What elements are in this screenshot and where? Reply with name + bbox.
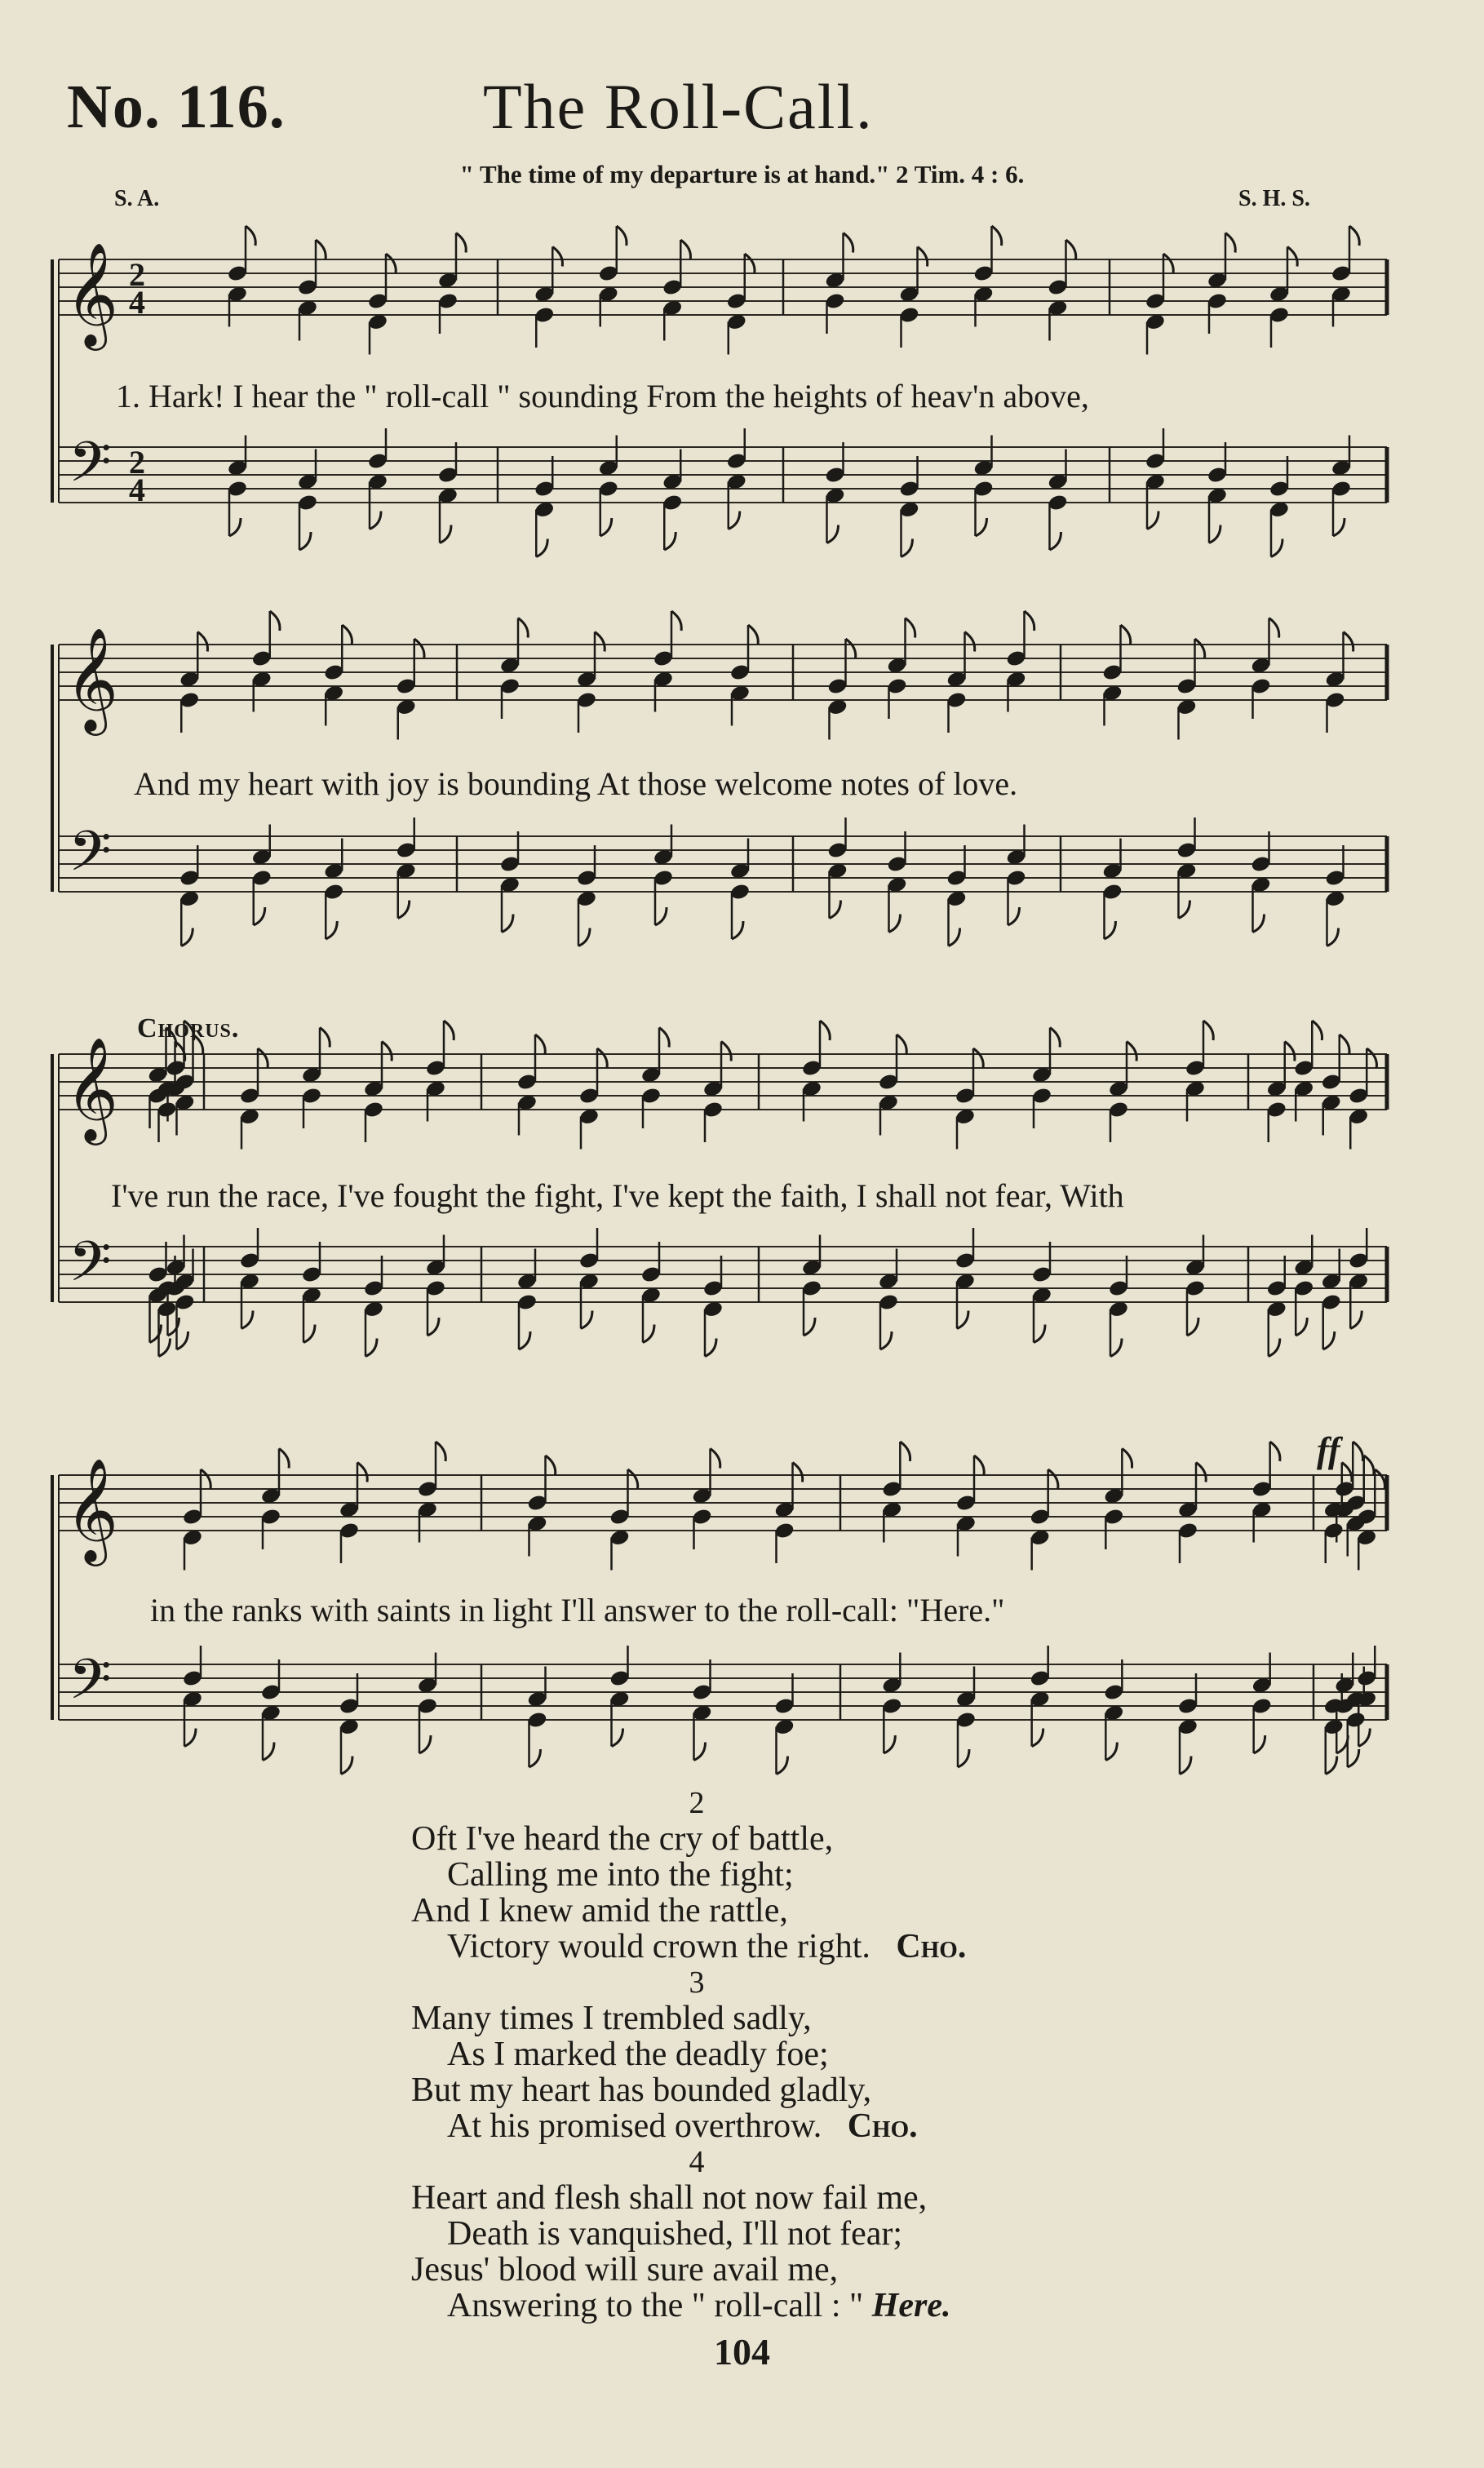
note-flag: [897, 1035, 906, 1054]
note-flag: [1353, 1442, 1362, 1461]
note-flag: [1296, 1318, 1307, 1336]
note-flag: [159, 1339, 171, 1357]
note-flag: [1254, 1735, 1265, 1753]
note-flag: [820, 1021, 830, 1040]
chorus-cue: Cho.: [896, 1928, 967, 1965]
note-flag: [246, 226, 255, 246]
note-flag: [1032, 1729, 1043, 1747]
note-flag: [414, 639, 424, 658]
note-flag: [546, 1456, 556, 1475]
note-flag: [906, 618, 915, 638]
note-flag: [341, 1757, 352, 1775]
verse-line: Many times I trembled sadly,: [411, 2000, 812, 2037]
note-flag: [793, 1463, 803, 1482]
note-flag: [721, 1042, 731, 1061]
note-flag: [1333, 518, 1344, 536]
note-flag: [643, 1325, 654, 1343]
note-flag: [1287, 247, 1297, 267]
note-flag: [1253, 915, 1265, 933]
note-flag: [197, 632, 207, 652]
note-flag: [536, 539, 547, 557]
note-flag: [659, 1028, 669, 1048]
note-flag: [1323, 1331, 1335, 1349]
note-flag: [1327, 928, 1339, 946]
time-signature-denominator: 4: [129, 472, 145, 508]
verse-4: [411, 2144, 1145, 2324]
note-flag: [1122, 1449, 1132, 1469]
verse-line: Calling me into the fight;: [447, 1856, 794, 1894]
note-flag: [299, 532, 311, 550]
note-flag: [1147, 512, 1158, 529]
note-flag: [705, 1339, 716, 1357]
note-flag: [177, 1331, 188, 1349]
note-flag: [365, 1339, 377, 1357]
note-flag: [900, 1442, 910, 1461]
verse-line: [411, 1929, 1145, 1965]
hymn-title: The Roll-Call.: [483, 71, 874, 142]
note-flag: [1105, 1743, 1117, 1761]
note-flag: [229, 518, 241, 536]
note-flag: [597, 1048, 607, 1068]
note-flag: [974, 1456, 984, 1475]
note-flag: [342, 625, 352, 645]
note-flag: [320, 1028, 330, 1048]
treble-clef-icon: 𝄞: [65, 1457, 119, 1562]
bass-clef-icon: 𝄢: [69, 820, 112, 897]
note-flag: [694, 1743, 706, 1761]
time-signature-numerator: 2: [129, 256, 145, 293]
note-flag: [777, 1757, 788, 1775]
note-flag: [1375, 1469, 1384, 1489]
note-flag: [1225, 233, 1235, 253]
verse-ending-word: Here.: [871, 2287, 951, 2324]
note-flag: [918, 247, 928, 267]
note-flag: [535, 1035, 545, 1054]
note-flag: [1180, 1757, 1191, 1775]
note-flag: [827, 525, 839, 543]
note-flag: [316, 240, 326, 259]
verse-line: As I marked the deadly foe;: [447, 2036, 829, 2073]
note-flag: [1271, 539, 1282, 557]
note-flag: [1034, 1325, 1045, 1343]
note-flag: [1203, 1021, 1213, 1040]
note-flag: [889, 915, 901, 933]
composer-initials: S. H. S.: [1238, 186, 1310, 211]
verse-line: But my heart has bounded gladly,: [411, 2071, 872, 2109]
note-flag: [973, 1048, 983, 1068]
note-flag: [519, 1331, 530, 1349]
note-flag: [419, 1735, 431, 1753]
note-flag: [680, 240, 690, 259]
note-flag: [1336, 1735, 1348, 1753]
note-flag: [830, 901, 841, 919]
verse-number: 4: [689, 2145, 705, 2179]
scripture-epigraph: " The time of my departure is at hand." 2 Tim. 4 : 6.: [459, 160, 1025, 188]
note-flag: [529, 1749, 541, 1767]
note-flag: [949, 928, 960, 946]
time-signature-numerator: 2: [129, 444, 145, 481]
note-flag: [1121, 625, 1131, 645]
bass-clef-icon: 𝄢: [69, 1230, 112, 1308]
note-flag: [1269, 1339, 1280, 1357]
note-flag: [729, 512, 740, 529]
note-flag: [1187, 1318, 1198, 1336]
chorus-cue: Cho.: [847, 2107, 918, 2145]
note-flag: [398, 901, 410, 919]
note-flag: [1364, 1456, 1374, 1475]
note-flag: [578, 928, 590, 946]
time-signature-denominator: 4: [129, 284, 145, 321]
system-3-lyric: I've run the race, I've fought the fight, I've kept the faith, I shall not fear, With: [111, 1177, 1124, 1214]
verse-number: 2: [689, 1786, 705, 1820]
note-flag: [617, 226, 627, 246]
verse-2: [411, 1785, 1145, 1965]
note-flag: [518, 618, 528, 638]
note-flag: [992, 226, 1002, 246]
note-flag: [804, 1318, 815, 1336]
note-flag: [258, 1048, 268, 1068]
note-flag: [1066, 240, 1076, 259]
fortissimo-mark: ff: [1317, 1430, 1340, 1470]
note-flag: [440, 525, 451, 543]
note-flag: [655, 907, 667, 925]
note-flag: [270, 611, 280, 631]
page-number: 104: [714, 2331, 770, 2373]
verse-line-text: Answering to the " roll-call : ": [447, 2287, 864, 2324]
lyricist-initials: S. A.: [114, 186, 160, 211]
note-flag: [1209, 525, 1220, 543]
note-flag: [1048, 1469, 1058, 1489]
verse-line: [411, 2108, 1145, 2144]
note-flag: [1340, 1035, 1349, 1054]
system-1-lyric: 1. Hark! I hear the " roll-call " sounding From the heights of heav'n above,: [116, 378, 1089, 414]
note-flag: [1008, 907, 1020, 925]
note-flag: [436, 1442, 445, 1461]
note-flag: [1269, 618, 1279, 638]
note-flag: [748, 625, 758, 645]
note-flag: [628, 1469, 638, 1489]
note-flag: [1050, 532, 1061, 550]
note-flag: [1344, 632, 1353, 652]
note-flag: [386, 254, 396, 273]
treble-clef-icon: 𝄞: [65, 241, 119, 346]
note-flag: [1025, 611, 1034, 631]
note-flag: [1326, 1757, 1337, 1775]
note-flag: [326, 921, 337, 939]
bass-clef-icon: 𝄢: [69, 1648, 112, 1726]
note-flag: [357, 1463, 367, 1482]
note-flag: [1342, 1463, 1352, 1482]
note-flag: [732, 921, 743, 939]
note-flag: [581, 1311, 592, 1329]
verse-line: Jesus' blood will sure avail me,: [411, 2251, 839, 2289]
note-flag: [600, 518, 612, 536]
note-flag: [965, 632, 975, 652]
note-flag: [263, 1743, 274, 1761]
note-flag: [241, 1311, 253, 1329]
note-flag: [427, 1318, 439, 1336]
note-flag: [958, 1749, 969, 1767]
note-flag: [1350, 1311, 1362, 1329]
note-flag: [846, 639, 856, 658]
note-flag: [612, 1729, 623, 1747]
note-flag: [303, 1325, 315, 1343]
note-flag: [382, 1042, 392, 1061]
note-flag: [370, 512, 381, 529]
note-flag: [1163, 254, 1173, 273]
note-flag: [279, 1449, 289, 1469]
note-flag: [1127, 1042, 1136, 1061]
verse-line: Heart and flesh shall not now fail me,: [411, 2179, 928, 2217]
note-flag: [1367, 1048, 1376, 1068]
note-flag: [671, 611, 681, 631]
note-flag: [1179, 901, 1190, 919]
verse-3: [411, 1965, 1145, 2144]
note-flag: [1349, 226, 1359, 246]
verse-line: [411, 2288, 1145, 2324]
note-flag: [1270, 1442, 1280, 1461]
additional-verses: [411, 1785, 1145, 2324]
treble-clef-icon: 𝄞: [65, 1036, 119, 1141]
note-flag: [1348, 1749, 1359, 1767]
note-flag: [976, 518, 987, 536]
verse-line-text: Victory would crown the right.: [447, 1928, 870, 1965]
verse-number: 3: [689, 1965, 705, 2000]
treble-clef-icon: 𝄞: [65, 627, 119, 731]
chorus-label: Chorus.: [137, 1013, 240, 1043]
note-flag: [1050, 1028, 1060, 1048]
note-flag: [444, 1021, 454, 1040]
note-flag: [884, 1735, 895, 1753]
note-flag: [502, 915, 513, 933]
note-flag: [1358, 1729, 1370, 1747]
note-flag: [1110, 1339, 1122, 1357]
note-flag: [711, 1449, 720, 1469]
verse-line: Oft I've heard the cry of battle,: [411, 1820, 834, 1858]
note-flag: [181, 928, 193, 946]
note-flag: [1285, 1042, 1295, 1061]
note-flag: [1195, 639, 1205, 658]
note-flag: [1312, 1021, 1322, 1040]
note-flag: [1196, 1463, 1206, 1482]
verse-line: And I knew amid the rattle,: [411, 1892, 788, 1930]
note-flag: [880, 1331, 892, 1349]
system-4-lyric: in the ranks with saints in light I'll answer to the roll-call: "Here.": [150, 1592, 1005, 1628]
note-flag: [595, 632, 605, 652]
note-flag: [901, 539, 913, 557]
note-flag: [844, 233, 853, 253]
note-flag: [1105, 921, 1116, 939]
system-2-lyric: And my heart with joy is bounding At those welcome notes of love.: [134, 765, 1018, 802]
note-flag: [201, 1469, 210, 1489]
note-flag: [745, 254, 755, 273]
verse-line: Death is vanquished, I'll not fear;: [447, 2215, 903, 2253]
note-flag: [456, 233, 466, 253]
note-flag: [254, 907, 265, 925]
note-flag: [957, 1311, 968, 1329]
note-flag: [552, 247, 562, 267]
verse-line-text: At his promised overthrow.: [447, 2107, 822, 2145]
hymn-number: No. 116.: [67, 73, 286, 141]
note-flag: [664, 532, 676, 550]
bass-clef-icon: 𝄢: [69, 431, 112, 508]
note-flag: [184, 1729, 196, 1747]
